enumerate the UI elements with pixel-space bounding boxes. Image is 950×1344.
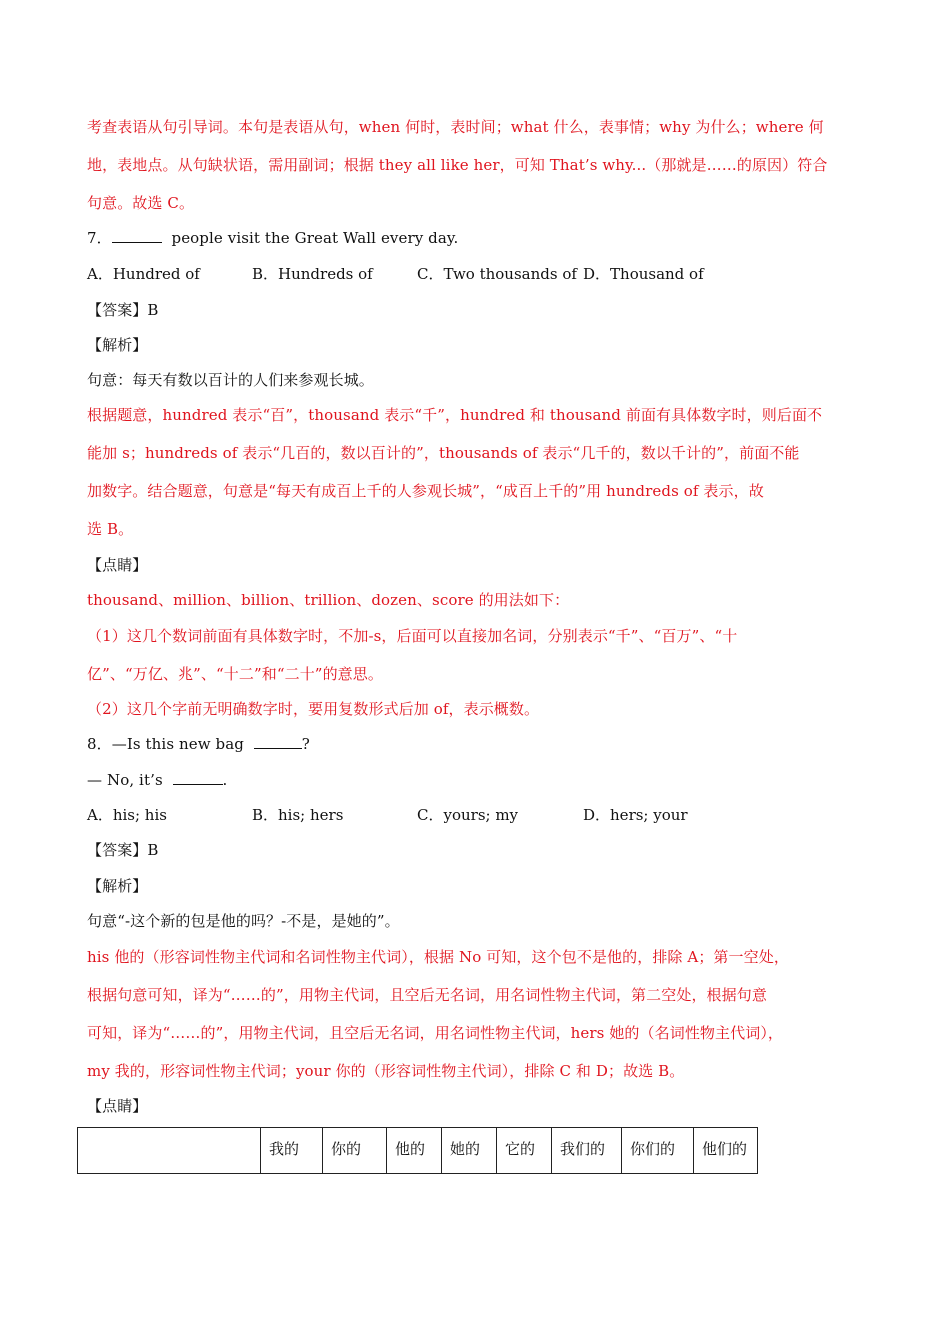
table-cell-empty — [78, 1128, 261, 1174]
q7-tip-line-4: （2）这几个字前无明确数字时，要用复数形式后加 of，表示概数。 — [87, 700, 540, 718]
table-row — [78, 1128, 758, 1174]
q7-tip-line-2: （1）这几个数词前面有具体数字时，不加-s，后面可以直接加名词，分别表示“千”、“百万”、“十 — [87, 627, 738, 645]
q8-explain-line-1: his 他的（形容词性物主代词和名词性物主代词），根据 No 可知，这个包不是他的，排除 A；第一空处， — [87, 948, 789, 966]
table-cell-wode: 我的 — [261, 1128, 323, 1174]
table-cell-tade-it: 它的 — [497, 1128, 552, 1174]
q7-meaning: 句意：每天有数以百计的人们来参观长城。 — [87, 371, 374, 389]
q8-stem-a-end: ? — [301, 735, 310, 753]
q8-stem-line-2 — [87, 770, 227, 790]
table-cell-nide: 你的 — [323, 1128, 387, 1174]
q7-tip-line-3: 亿”、“万亿、兆”、“十二”和“二十”的意思。 — [87, 665, 383, 683]
q8-stem-b-end: . — [222, 771, 228, 789]
q7-stem — [87, 228, 458, 248]
q8-option-c: C．yours; my — [417, 806, 519, 824]
q8-blank-1 — [254, 734, 302, 749]
q8-option-b: B．his; hers — [252, 806, 344, 824]
q8-explain-line-2: 根据句意可知，译为“……的”，用物主代词，且空后无名词，用名词性物主代词，第二空处，根据句意 — [87, 986, 767, 1004]
q8-analysis-title: 【解析】 — [87, 877, 148, 895]
q7-explain-line-2: 能加 s；hundreds of 表示“几百的，数以百计的”，thousands of 表示“几千的，数以千计的”，前面不能 — [87, 444, 800, 462]
q8-meaning: 句意“-这个新的包是他的吗？-不是，是她的”。 — [87, 912, 400, 930]
q7-explain-line-4: 选 B。 — [87, 520, 134, 538]
q7-option-a: A．Hundred of — [87, 265, 200, 283]
q7-explain-line-3: 加数字。结合题意，句意是“每天有成百上千的人参观长城”，“成百上千的”用 hundreds of 表示，故 — [87, 482, 764, 500]
table-cell-tade-he: 他的 — [387, 1128, 442, 1174]
q6-analysis-line-3: 句意。故选 C。 — [87, 194, 195, 212]
q8-number: 8． — [87, 735, 112, 753]
q7-option-d: D．Thousand of — [583, 265, 704, 283]
q8-tip-title: 【点睛】 — [87, 1097, 148, 1115]
q8-stem-line-1 — [87, 734, 310, 754]
q7-analysis-title: 【解析】 — [87, 336, 148, 354]
table-cell-nimende: 你们的 — [622, 1128, 694, 1174]
q6-analysis-line-1: 考查表语从句引导词。本句是表语从句，when 何时，表时间；what 什么，表事情；why 为什么；where 何 — [87, 118, 824, 136]
q7-stem-text: people visit the Great Wall every day. — [171, 229, 459, 247]
q7-explain-line-1: 根据题意，hundred 表示“百”，thousand 表示“千”，hundred 和 thousand 前面有具体数字时，则后面不 — [87, 406, 823, 424]
q8-option-d: D．hers; your — [583, 806, 688, 824]
q7-answer: 【答案】B — [87, 301, 159, 319]
pronoun-table — [77, 1127, 758, 1174]
q8-stem-a: —Is this new bag — [111, 735, 244, 753]
q7-option-b: B．Hundreds of — [252, 265, 373, 283]
q8-explain-line-4: my 我的，形容词性物主代词；your 你的（形容词性物主代词），排除 C 和 D；故选 B。 — [87, 1062, 685, 1080]
q7-tip-line-1: thousand、million、billion、trillion、dozen、score 的用法如下： — [87, 591, 570, 609]
table-cell-womende: 我们的 — [552, 1128, 622, 1174]
q7-tip-title: 【点睛】 — [87, 556, 148, 574]
q6-analysis-line-2: 地，表地点。从句缺状语，需用副词；根据 they all like her，可知 That’s why...（那就是……的原因）符合 — [87, 156, 828, 174]
q8-explain-line-3: 可知，译为“……的”，用物主代词，且空后无名词，用名词性物主代词，hers 她的（名词性物主代词）， — [87, 1024, 784, 1042]
q7-blank — [112, 228, 162, 243]
table-cell-tamende: 他们的 — [694, 1128, 758, 1174]
q7-option-c: C．Two thousands of — [417, 265, 577, 283]
table-cell-tade-she: 她的 — [442, 1128, 497, 1174]
q8-stem-b: — No, it’s — [87, 771, 163, 789]
q8-option-a: A．his; his — [87, 806, 167, 824]
q8-answer: 【答案】B — [87, 841, 159, 859]
q8-blank-2 — [173, 770, 223, 785]
q7-number: 7． — [87, 229, 112, 247]
